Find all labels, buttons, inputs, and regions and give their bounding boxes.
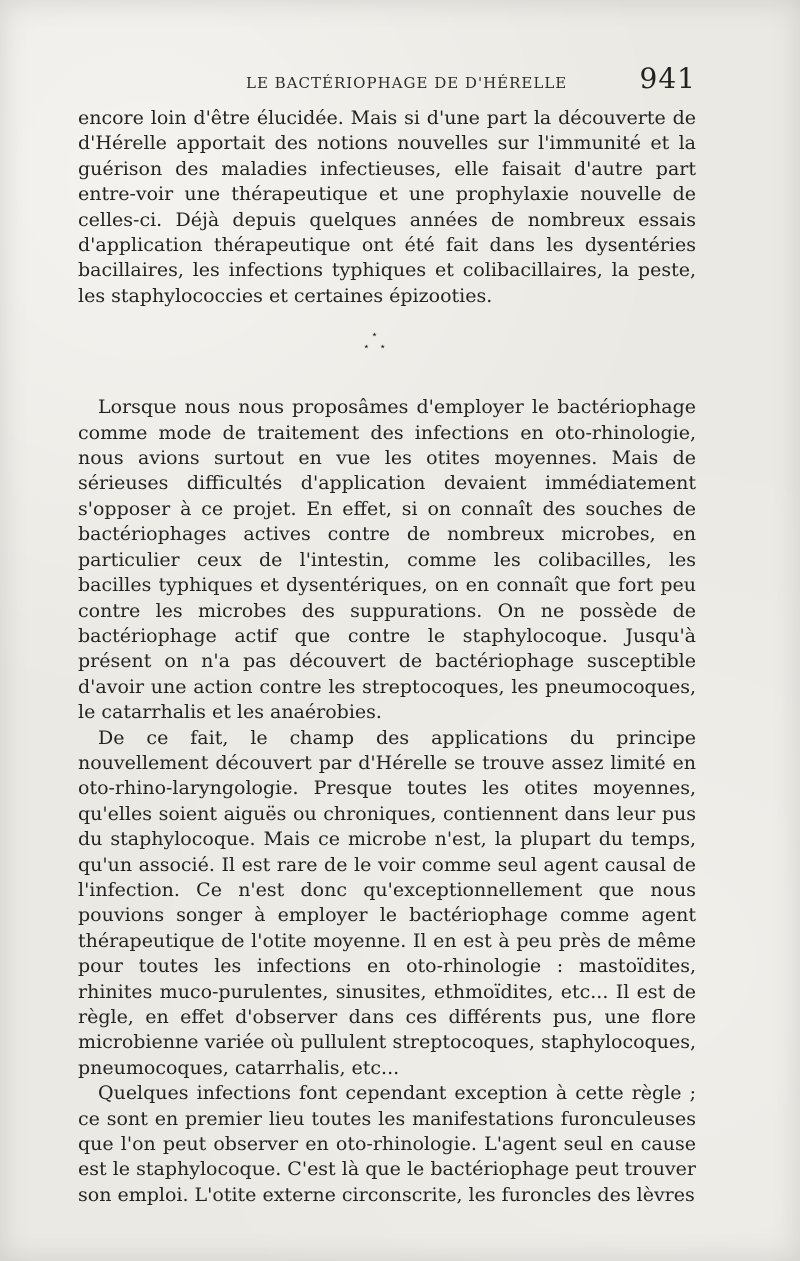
running-title: LE BACTÉRIOPHAGE DE D'HÉRELLE	[246, 74, 568, 92]
section-break	[78, 309, 696, 395]
asterism-top: ⋆	[371, 328, 381, 342]
page-number: 941	[639, 62, 696, 95]
paragraph-4: Quelques infections font cependant exception à cette règle ; ce sont en premier lieu toutes les manifestations furonculeuses que l'on peut observer en oto-rhinologie. L'agent seul en cause est le staphylocoque. C'est là que le bactériophage peut trouver son emploi. L'otite externe circonscrite, les furoncles des lèvres	[78, 1082, 696, 1206]
page-header	[78, 62, 696, 96]
main-text	[78, 106, 696, 1208]
asterism-bottom: ⋆ ⋆	[362, 340, 390, 354]
paragraph-3: De ce fait, le champ des applications du principe nouvellement découvert par d'Hérelle se trouve assez limité en oto-rhino-laryngologie. Presque toutes les otites moyennes, qu'elles soient aiguës ou chroniques, contiennent dans leur pus du staphylocoque. Mais ce microbe n'est, la plupart du temps, qu'un associé. Il est rare de le voir comme seul agent causal de l'infection. Ce n'est donc qu'exceptionnellement que nous pouvions songer à employer le bactériophage comme agent thérapeutique de l'otite moyenne. Il en est à peu près de même pour toutes les infections en oto-rhinologie : mastoïdites, rhinites muco-purulentes, sinusites, ethmoïdites, etc... Il est de règle, en effet d'observer dans ces différents pus, une flore microbienne variée où pullulent streptocoques, staphylocoques, pneumocoques, catarrhalis, etc...	[78, 726, 696, 1079]
paragraph-1: encore loin d'être élucidée. Mais si d'une part la découverte de d'Hérelle apportait des notions nouvelles sur l'immunité et la guérison des maladies infectieuses, elle faisait d'autre part entre-voir une thérapeutique et une prophylaxie nouvelle de celles-ci. Déjà depuis quelques années de nombreux essais d'application thérapeutique ont été fait dans les dysentéries bacillaires, les infections typhiques et colibacillaires, la peste, les staphylococcies et certaines épizooties.	[78, 107, 696, 307]
asterism-ornament	[360, 329, 392, 352]
paragraph-2: Lorsque nous nous proposâmes d'employer le bactériophage comme mode de traitement des infections en oto-rhinologie, nous avions surtout en vue les otites moyennes. Mais de sérieuses difficultés d'application devaient immédiatement s'opposer à ce projet. En effet, si on connaît des souches de bactériophages actives contre de nombreux microbes, en particulier ceux de l'intestin, comme les colibacilles, les bacilles typhiques et dysentériques, on en connaît que fort peu contre les microbes des suppurations. On ne possède de bactériophage actif que contre le staphylocoque. Jusqu'à présent on n'a pas découvert de bactériophage susceptible d'avoir une action contre les streptocoques, les pneumocoques, le catarrhalis et les anaérobies.	[78, 396, 696, 724]
